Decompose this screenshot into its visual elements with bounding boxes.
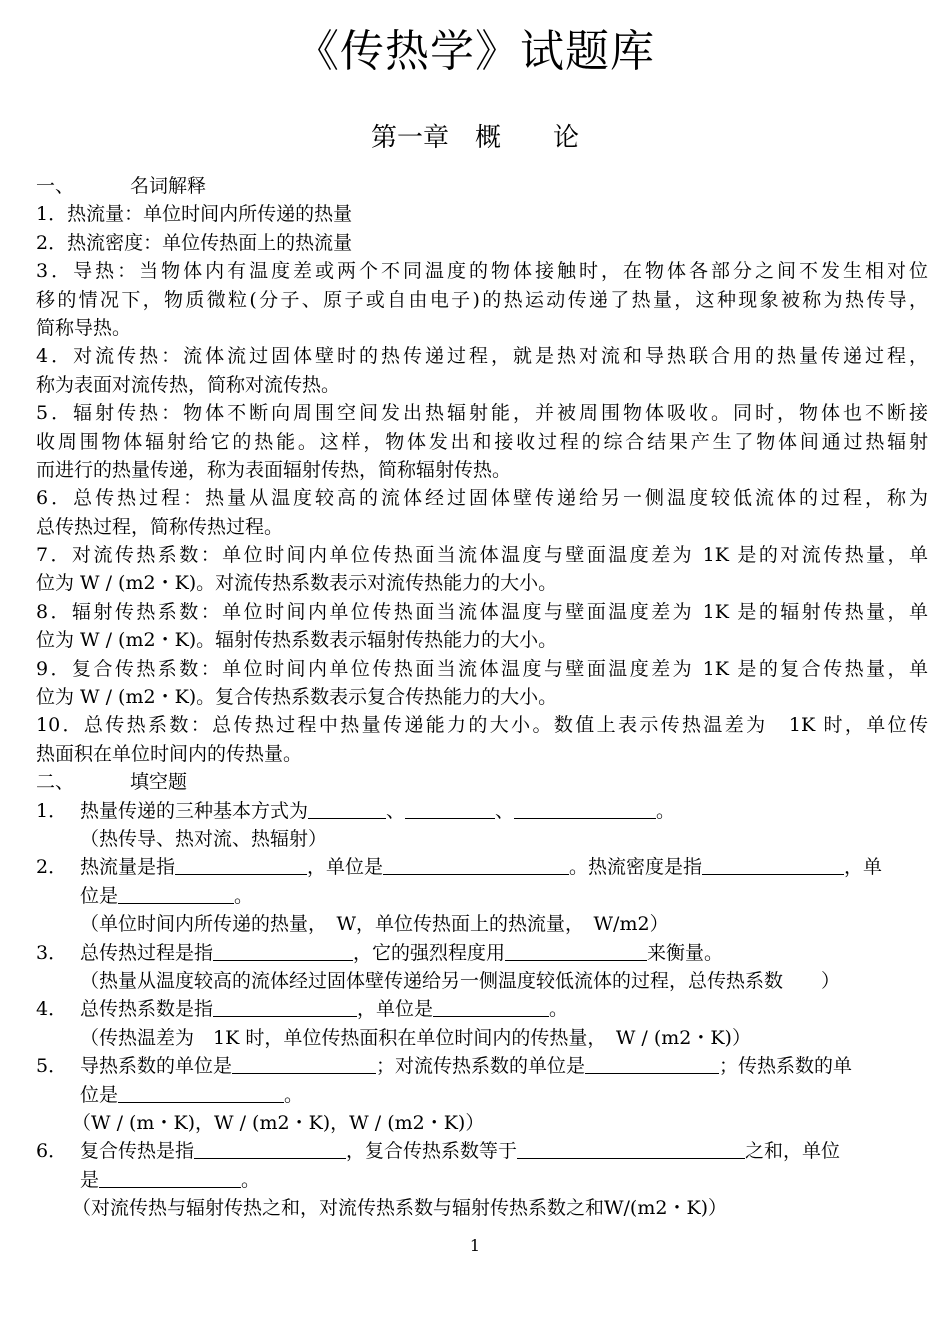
page-number: 1 (469, 1236, 481, 1255)
definition-line: 8．辐射传热系数：单位时间内单位传热面当流体温度与壁面温度差为 1K 是的辐射传热量，单 (36, 600, 928, 623)
definition-line: 总传热过程，简称传热过程。 (36, 515, 284, 538)
answer-blank[interactable] (194, 1138, 346, 1159)
answer-blank[interactable] (118, 1082, 284, 1103)
definition-line: 9．复合传热系数：单位时间内单位传热面当流体温度与壁面温度差为 1K 是的复合传热量，单 (36, 657, 928, 680)
answer-line: （传热温差为 1K 时，单位传热面积在单位时间内的传热量， W / (m2・K)） (80, 1026, 751, 1049)
fill-question: 2． 热流量是指 ，单位是 。热流密度是指 ，单 (36, 856, 883, 879)
answer-blank[interactable] (213, 940, 353, 961)
fill-question: 1． 热量传递的三种基本方式为 、 、 。 (36, 799, 676, 822)
answer-blank[interactable] (433, 996, 549, 1017)
answer-blank[interactable] (514, 798, 656, 819)
answer-line: （热传导、热对流、热辐射） (80, 827, 328, 850)
document-title: 《传热学》试题库 (295, 26, 655, 77)
answer-blank[interactable] (175, 854, 307, 875)
definition-line: 简称导热。 (36, 316, 132, 339)
content-body (36, 172, 928, 1222)
answer-blank[interactable] (702, 854, 844, 875)
answer-blank[interactable] (99, 1167, 241, 1188)
definition-line: 10．总传热系数：总传热过程中热量传递能力的大小。数值上表示传热温差为 1K 时，单位传 (36, 714, 928, 737)
definition-line: 收周围物体辐射给它的热能。这样，物体发出和接收过程的综合结果产生了物体间通过热辐射 (36, 430, 928, 453)
fill-question-cont: 位是 。 (80, 884, 254, 907)
definition-line: 3．导热：当物体内有温度差或两个不同温度的物体接触时，在物体各部分之间不发生相对位 (36, 260, 928, 283)
fill-question: 5． 导热系数的单位是 ；对流传热系数的单位是 ；传热系数的单 (36, 1055, 853, 1078)
fill-question: 3． 总传热过程是指 ，它的强烈程度用 来衡量。 (36, 941, 724, 964)
definition-line: 称为表面对流传热，简称对流传热。 (36, 373, 341, 396)
fill-question-cont: 是 。 (80, 1168, 261, 1191)
definition-line: 2．热流密度：单位传热面上的热流量 (36, 231, 353, 254)
fill-question: 4． 总传热系数是指 ，单位是 。 (36, 998, 569, 1021)
section-heading: 二、 填空题 (36, 771, 188, 794)
answer-blank[interactable] (383, 854, 569, 875)
definition-line: 位为 W / (m2・K)。复合传热系数表示复合传热能力的大小。 (36, 686, 558, 709)
definition-line: 而进行的热量传递，称为表面辐射传热，简称辐射传热。 (36, 458, 512, 481)
answer-blank[interactable] (405, 798, 495, 819)
definition-line: 6．总传热过程：热量从温度较高的流体经过固体壁传递给另一侧温度较低流体的过程，称为 (36, 487, 928, 510)
section-heading: 一、 名词解释 (36, 175, 207, 197)
answer-line: （热量从温度较高的流体经过固体壁传递给另一侧温度较低流体的过程，总传热系数 ） (80, 969, 841, 992)
chapter-heading: 第一章 概 论 (370, 123, 579, 153)
answer-blank[interactable] (232, 1053, 376, 1074)
answer-blank[interactable] (308, 798, 386, 819)
answer-blank[interactable] (118, 883, 234, 904)
definition-line: 4．对流传热：流体流过固体壁时的热传递过程，就是热对流和导热联合用的热量传递过程， (36, 345, 928, 368)
answer-blank[interactable] (517, 1138, 745, 1159)
answer-line: （对流传热与辐射传热之和，对流传热系数与辐射传热系数之和W/(m2・K)） (72, 1197, 728, 1220)
answer-line: （单位时间内所传递的热量， W，单位传热面上的热流量， W/m2） (80, 913, 669, 936)
definition-line: 位为 W / (m2・K)。辐射传热系数表示辐射传热能力的大小。 (36, 629, 558, 652)
definition-line: 1．热流量：单位时间内所传递的热量 (36, 203, 353, 226)
definition-line: 7．对流传热系数：单位时间内单位传热面当流体温度与壁面温度差为 1K 是的对流传热量，单 (36, 544, 928, 567)
fill-question-cont: 位是 。 (80, 1083, 304, 1106)
definition-line: 位为 W / (m2・K)。对流传热系数表示对流传热能力的大小。 (36, 572, 558, 595)
fill-question: 6． 复合传热是指 ，复合传热系数等于 之和，单位 (36, 1140, 841, 1163)
definition-line: 热面积在单位时间内的传热量。 (36, 742, 303, 765)
answer-blank[interactable] (505, 940, 647, 961)
answer-line: （W / (m・K)，W / (m2・K)，W / (m2・K)） (72, 1111, 485, 1134)
definition-line: 5．辐射传热：物体不断向周围空间发出热辐射能，并被周围物体吸收。同时，物体也不断接 (36, 402, 928, 425)
definition-line: 移的情况下，物质微粒(分子、原子或自由电子)的热运动传递了热量，这种现象被称为热传导， (36, 288, 928, 311)
answer-blank[interactable] (585, 1053, 719, 1074)
answer-blank[interactable] (213, 996, 357, 1017)
